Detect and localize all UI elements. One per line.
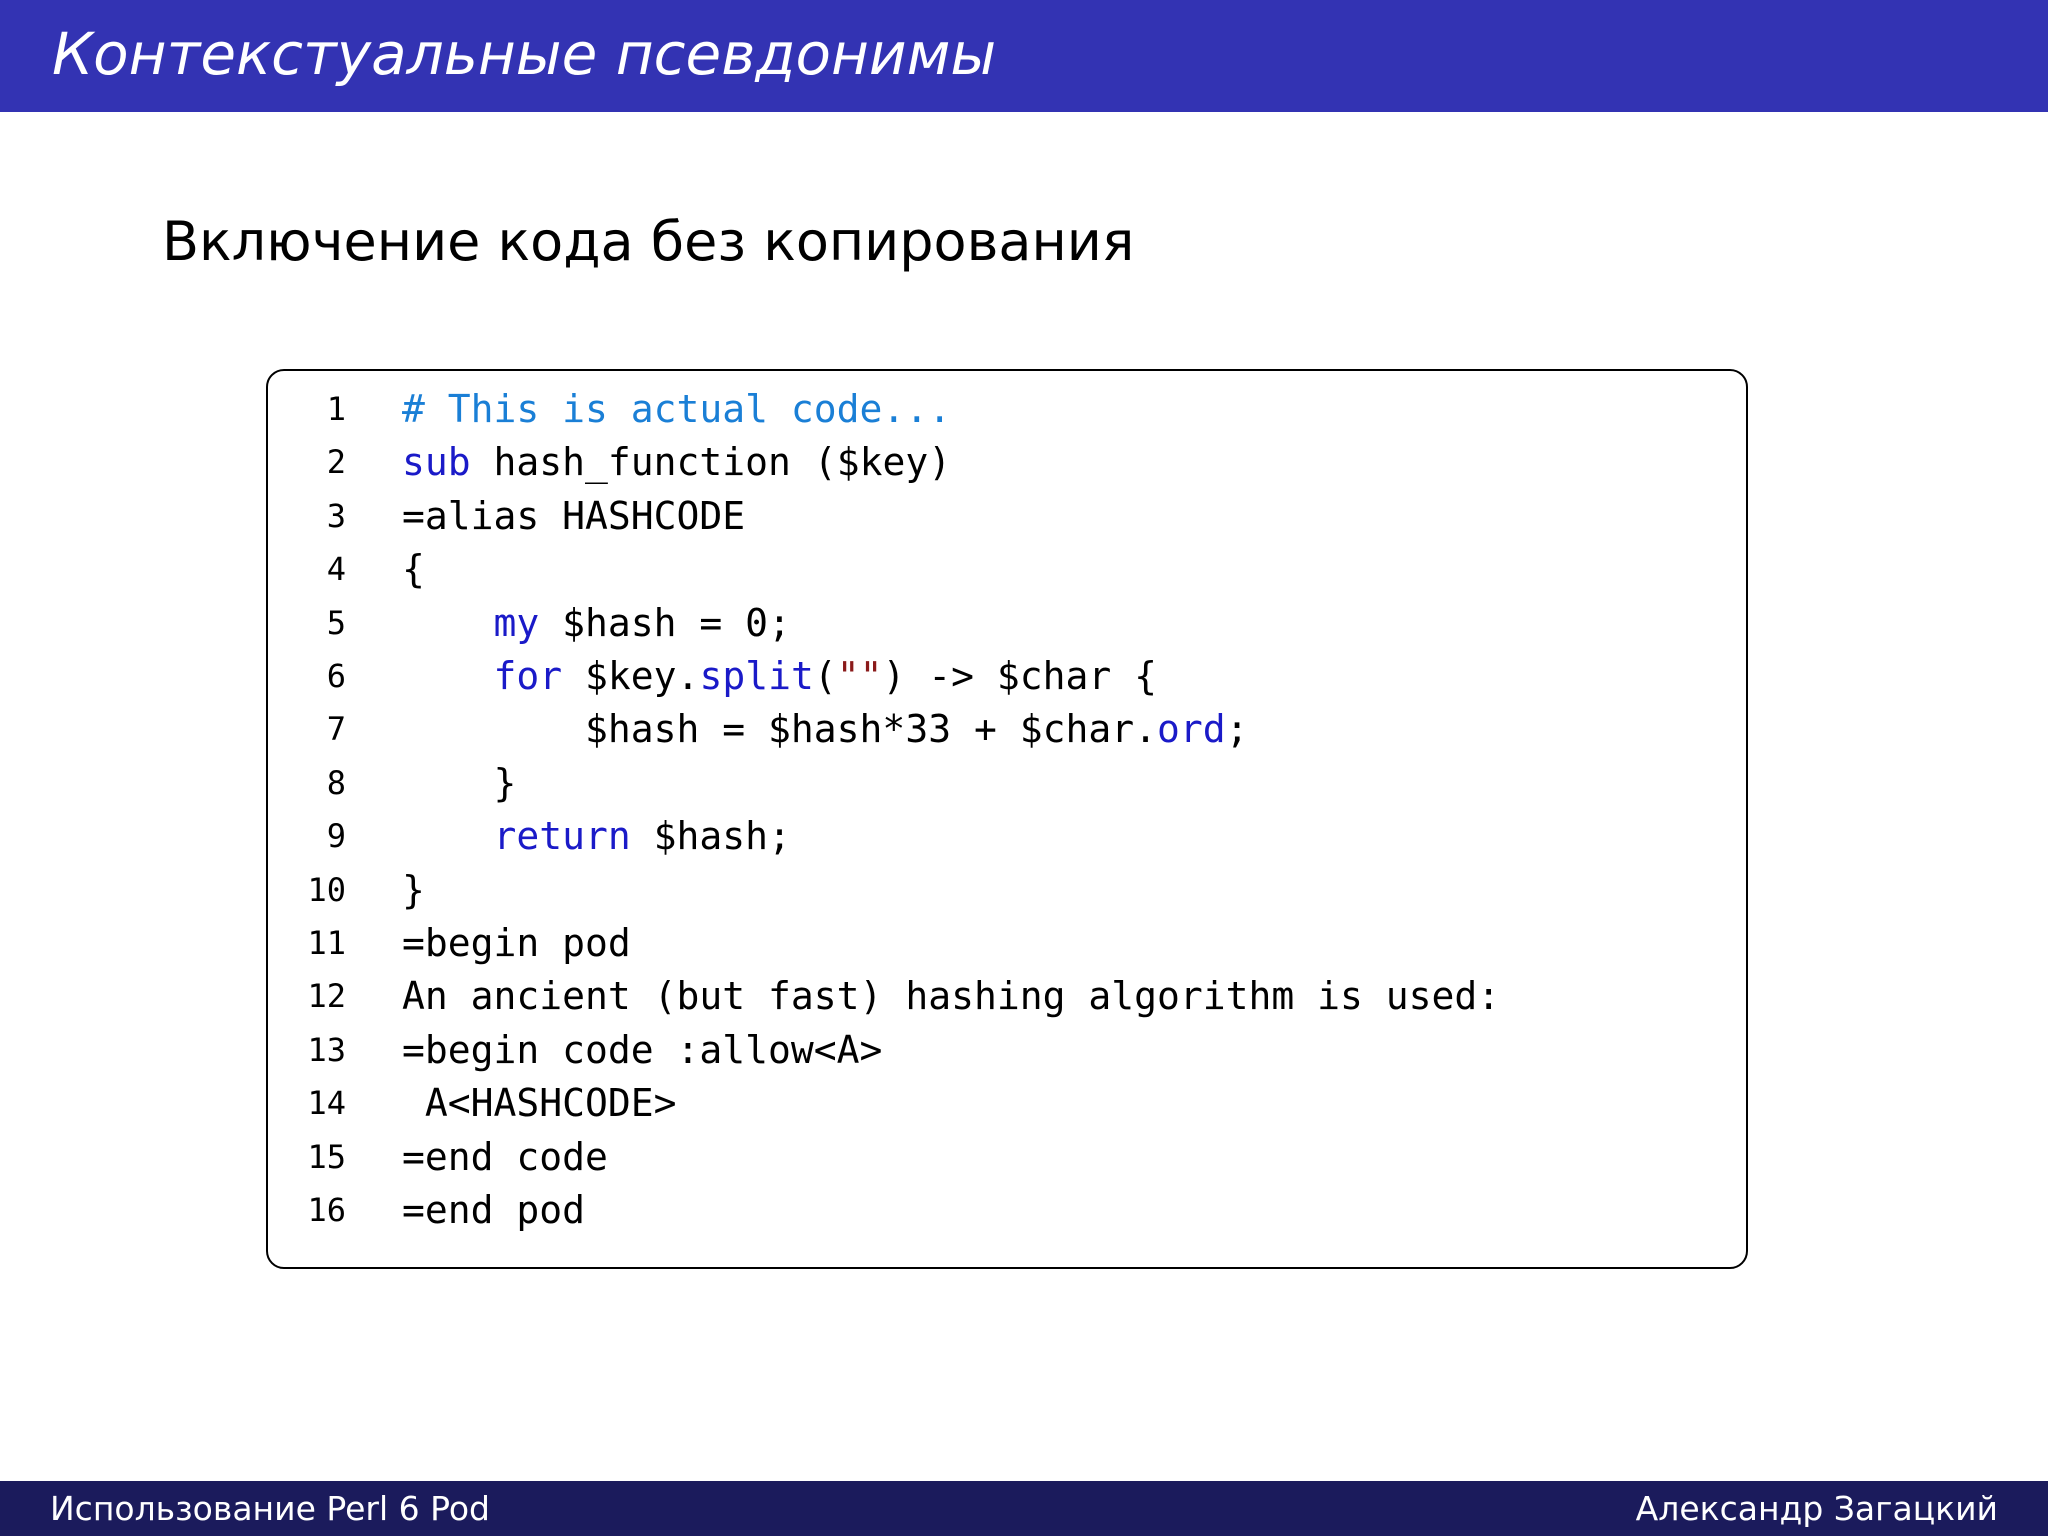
code-token: =alias HASHCODE bbox=[402, 493, 746, 538]
line-number: 10 bbox=[307, 870, 346, 909]
code-text bbox=[402, 597, 791, 650]
code-keyword: my bbox=[493, 600, 540, 645]
code-token: =begin code :allow<A> bbox=[402, 1027, 883, 1072]
line-number: 4 bbox=[326, 550, 346, 589]
code-text bbox=[402, 1184, 585, 1237]
code-text bbox=[402, 1131, 608, 1184]
code-line bbox=[268, 810, 1748, 863]
code-token: A<HASHCODE> bbox=[402, 1081, 677, 1126]
code-keyword: ord bbox=[1156, 707, 1226, 752]
code-token: An ancient (but fast) hashing algorithm is used: bbox=[402, 974, 1501, 1019]
code-line bbox=[268, 650, 1748, 703]
code-keyword: for bbox=[493, 654, 563, 698]
line-number: 14 bbox=[307, 1084, 346, 1123]
code-token: =end pod bbox=[402, 1188, 586, 1232]
code-token bbox=[402, 814, 494, 858]
title-bar bbox=[0, 0, 2048, 112]
slide-title: Контекстуальные псевдонимы bbox=[52, 20, 997, 88]
code-token: ( bbox=[813, 654, 837, 698]
code-text bbox=[402, 383, 951, 436]
line-number: 12 bbox=[307, 977, 346, 1016]
slide-subtitle: Включение кода без копирования bbox=[162, 210, 1135, 273]
code-keyword: return bbox=[493, 814, 631, 859]
code-line bbox=[268, 543, 1748, 596]
code-token: ; bbox=[1225, 707, 1249, 752]
line-number: 3 bbox=[326, 496, 346, 535]
code-token bbox=[402, 654, 494, 698]
code-text bbox=[402, 650, 1157, 703]
line-number: 9 bbox=[326, 817, 346, 856]
code-token: =begin pod bbox=[402, 921, 631, 965]
code-line bbox=[268, 757, 1748, 810]
code-text bbox=[402, 864, 425, 917]
code-line bbox=[268, 917, 1748, 970]
line-number: 1 bbox=[326, 390, 346, 428]
line-number: 5 bbox=[326, 603, 346, 642]
code-text bbox=[402, 970, 1500, 1023]
line-number: 7 bbox=[326, 710, 346, 749]
code-line bbox=[268, 1024, 1748, 1077]
code-line bbox=[268, 597, 1748, 650]
code-line bbox=[268, 1077, 1748, 1130]
code-token: hash_function ($key) bbox=[470, 440, 952, 485]
line-number: 13 bbox=[307, 1030, 346, 1069]
code-line bbox=[268, 970, 1748, 1023]
code-text bbox=[402, 1077, 677, 1130]
code-line bbox=[268, 436, 1748, 489]
code-token: } bbox=[402, 760, 517, 805]
code-listing bbox=[266, 369, 1748, 1269]
line-number: 11 bbox=[307, 924, 346, 962]
line-number: 15 bbox=[307, 1137, 346, 1176]
code-token: $hash = 0; bbox=[539, 600, 791, 645]
code-line bbox=[268, 1184, 1748, 1237]
code-text bbox=[402, 917, 631, 970]
code-text bbox=[402, 757, 516, 810]
line-number: 2 bbox=[326, 443, 346, 482]
footer-author: Александр Загацкий bbox=[1635, 1489, 1998, 1528]
code-text bbox=[402, 490, 745, 543]
footer-bar bbox=[0, 1481, 2048, 1536]
code-keyword: split bbox=[699, 654, 814, 698]
code-token bbox=[402, 601, 494, 645]
code-text bbox=[402, 543, 425, 596]
code-token: $hash = $hash*33 + $char. bbox=[402, 707, 1157, 752]
code-text bbox=[402, 436, 951, 489]
code-keyword: sub bbox=[402, 440, 471, 485]
code-line bbox=[268, 383, 1748, 436]
line-number: 6 bbox=[326, 657, 346, 695]
code-token: $hash; bbox=[630, 814, 791, 859]
code-comment: # This is actual code... bbox=[402, 387, 952, 431]
line-number: 16 bbox=[307, 1191, 346, 1229]
footer-presentation-title: Использование Perl 6 Pod bbox=[50, 1489, 490, 1528]
code-line bbox=[268, 703, 1748, 756]
code-string: "" bbox=[836, 654, 883, 698]
code-token: =end code bbox=[402, 1134, 608, 1179]
code-token: } bbox=[402, 867, 425, 912]
code-token: $key. bbox=[562, 654, 700, 698]
code-text bbox=[402, 703, 1249, 756]
code-line bbox=[268, 864, 1748, 917]
code-line bbox=[268, 1131, 1748, 1184]
code-line bbox=[268, 490, 1748, 543]
code-text bbox=[402, 810, 791, 863]
line-number: 8 bbox=[326, 763, 346, 802]
code-text bbox=[402, 1024, 882, 1077]
code-token: { bbox=[402, 547, 425, 592]
code-token: ) -> $char { bbox=[882, 654, 1158, 698]
